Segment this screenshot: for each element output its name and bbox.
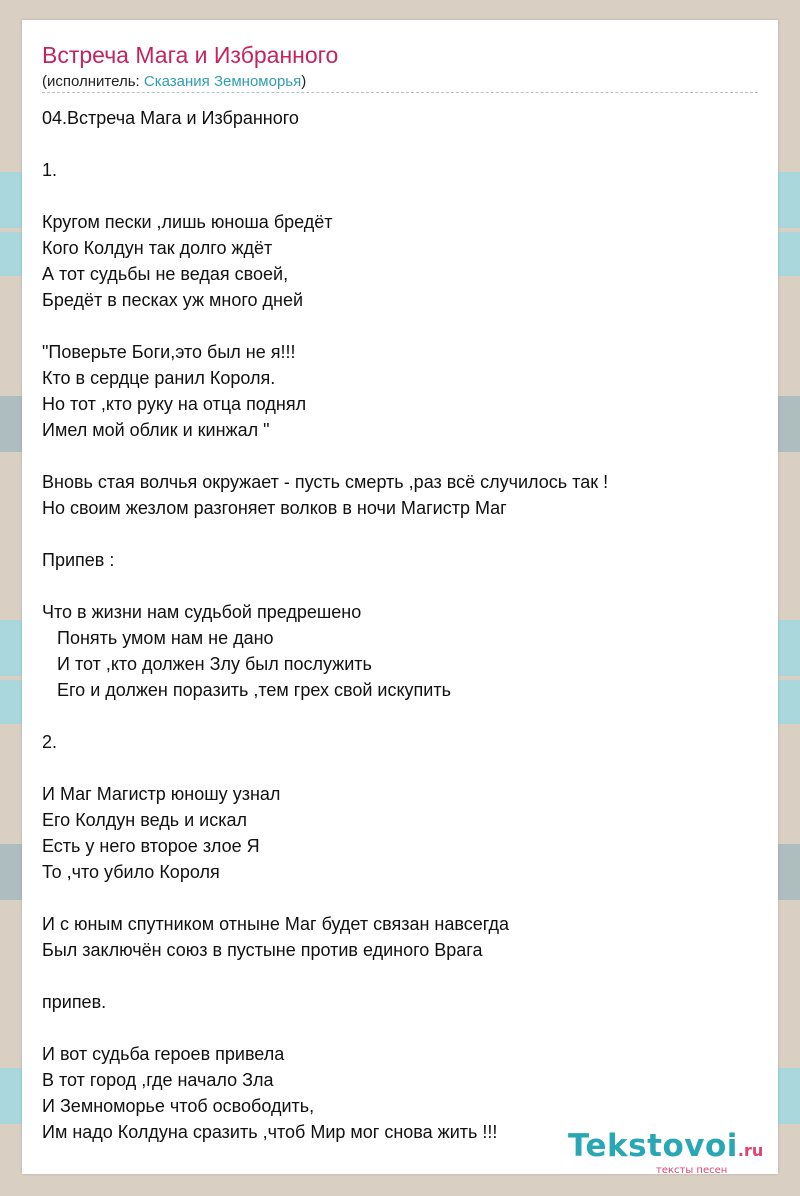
lyric-line: Вновь стая волчья окружает - пусть смерть ,раз всё случилось так ! — [42, 472, 609, 492]
logo-name: Tekstovoi — [568, 1128, 738, 1164]
lyric-line: Кто в сердце ранил Короля. — [42, 368, 276, 388]
artist-prefix: (исполнитель: — [42, 73, 144, 90]
logo-domain: .ru — [737, 1141, 764, 1160]
lyric-line: 04.Встреча Мага и Избранного — [42, 108, 299, 128]
lyric-line: Но тот ,кто руку на отца поднял — [42, 394, 307, 414]
song-title: Встреча Мага и Избранного — [42, 42, 339, 68]
lyric-line: Кругом пески ,лишь юноша бредёт — [42, 212, 333, 232]
lyric-line: И вот судьба героев привела — [42, 1044, 285, 1064]
lyric-line — [42, 573, 758, 599]
lyric-line: Бредёт в песках уж много дней — [42, 290, 304, 310]
lyric-line: Его Колдун ведь и искал — [42, 810, 247, 830]
lyric-line: Что в жизни нам судьбой предрешено — [42, 602, 362, 622]
lyric-line: Им надо Колдуна сразить ,чтоб Мир мог снова жить !!! — [42, 1122, 498, 1142]
lyric-line: И тот ,кто должен Злу был послужить — [42, 654, 372, 674]
lyric-line: 1. — [42, 160, 58, 180]
lyric-line — [42, 755, 758, 781]
lyric-line — [42, 313, 758, 339]
lyric-line: 2. — [42, 732, 58, 752]
lyric-line — [42, 963, 758, 989]
lyric-line — [42, 183, 758, 209]
lyric-line: И Маг Магистр юношу узнал — [42, 784, 281, 804]
lyric-line: В тот город ,где начало Зла — [42, 1070, 274, 1090]
lyric-line — [42, 521, 758, 547]
lyric-line: То ,что убило Короля — [42, 862, 220, 882]
artist-link[interactable]: Сказания Земноморья — [143, 73, 302, 90]
logo-tagline: тексты песен — [656, 1165, 728, 1176]
lyric-line: А тот судьбы не ведая своей, — [42, 264, 289, 284]
lyric-line — [42, 443, 758, 469]
lyric-line — [42, 1015, 758, 1041]
lyric-line: Его и должен поразить ,тем грех свой искупить — [42, 680, 451, 700]
lyric-line: Был заключён союз в пустыне против единого Врага — [42, 940, 483, 960]
lyric-line: И с юным спутником отныне Маг будет связан навсегда — [42, 914, 509, 934]
lyric-line: Кого Колдун так долго ждёт — [42, 238, 273, 258]
lyric-line: Припев : — [42, 550, 115, 570]
lyric-line: Понять умом нам не дано — [42, 628, 274, 648]
site-logo[interactable] — [568, 1128, 764, 1176]
artist-line — [42, 73, 306, 90]
artist-suffix: ) — [301, 73, 307, 90]
lyric-line: Есть у него второе злое Я — [42, 836, 260, 856]
lyric-line: Имел мой облик и кинжал " — [42, 420, 270, 440]
lyric-line: Но своим жезлом разгоняет волков в ночи Магистр Маг — [42, 498, 507, 518]
lyric-line: И Земноморье чтоб освободить, — [42, 1096, 315, 1116]
lyric-line: "Поверьте Боги,это был не я!!! — [42, 342, 296, 362]
lyric-line: припев. — [42, 992, 107, 1012]
lyric-line — [42, 131, 758, 157]
lyrics-card — [22, 20, 778, 1174]
lyric-line — [42, 703, 758, 729]
lyrics-text — [42, 105, 758, 1145]
header-divider — [42, 92, 758, 93]
lyric-line — [42, 885, 758, 911]
